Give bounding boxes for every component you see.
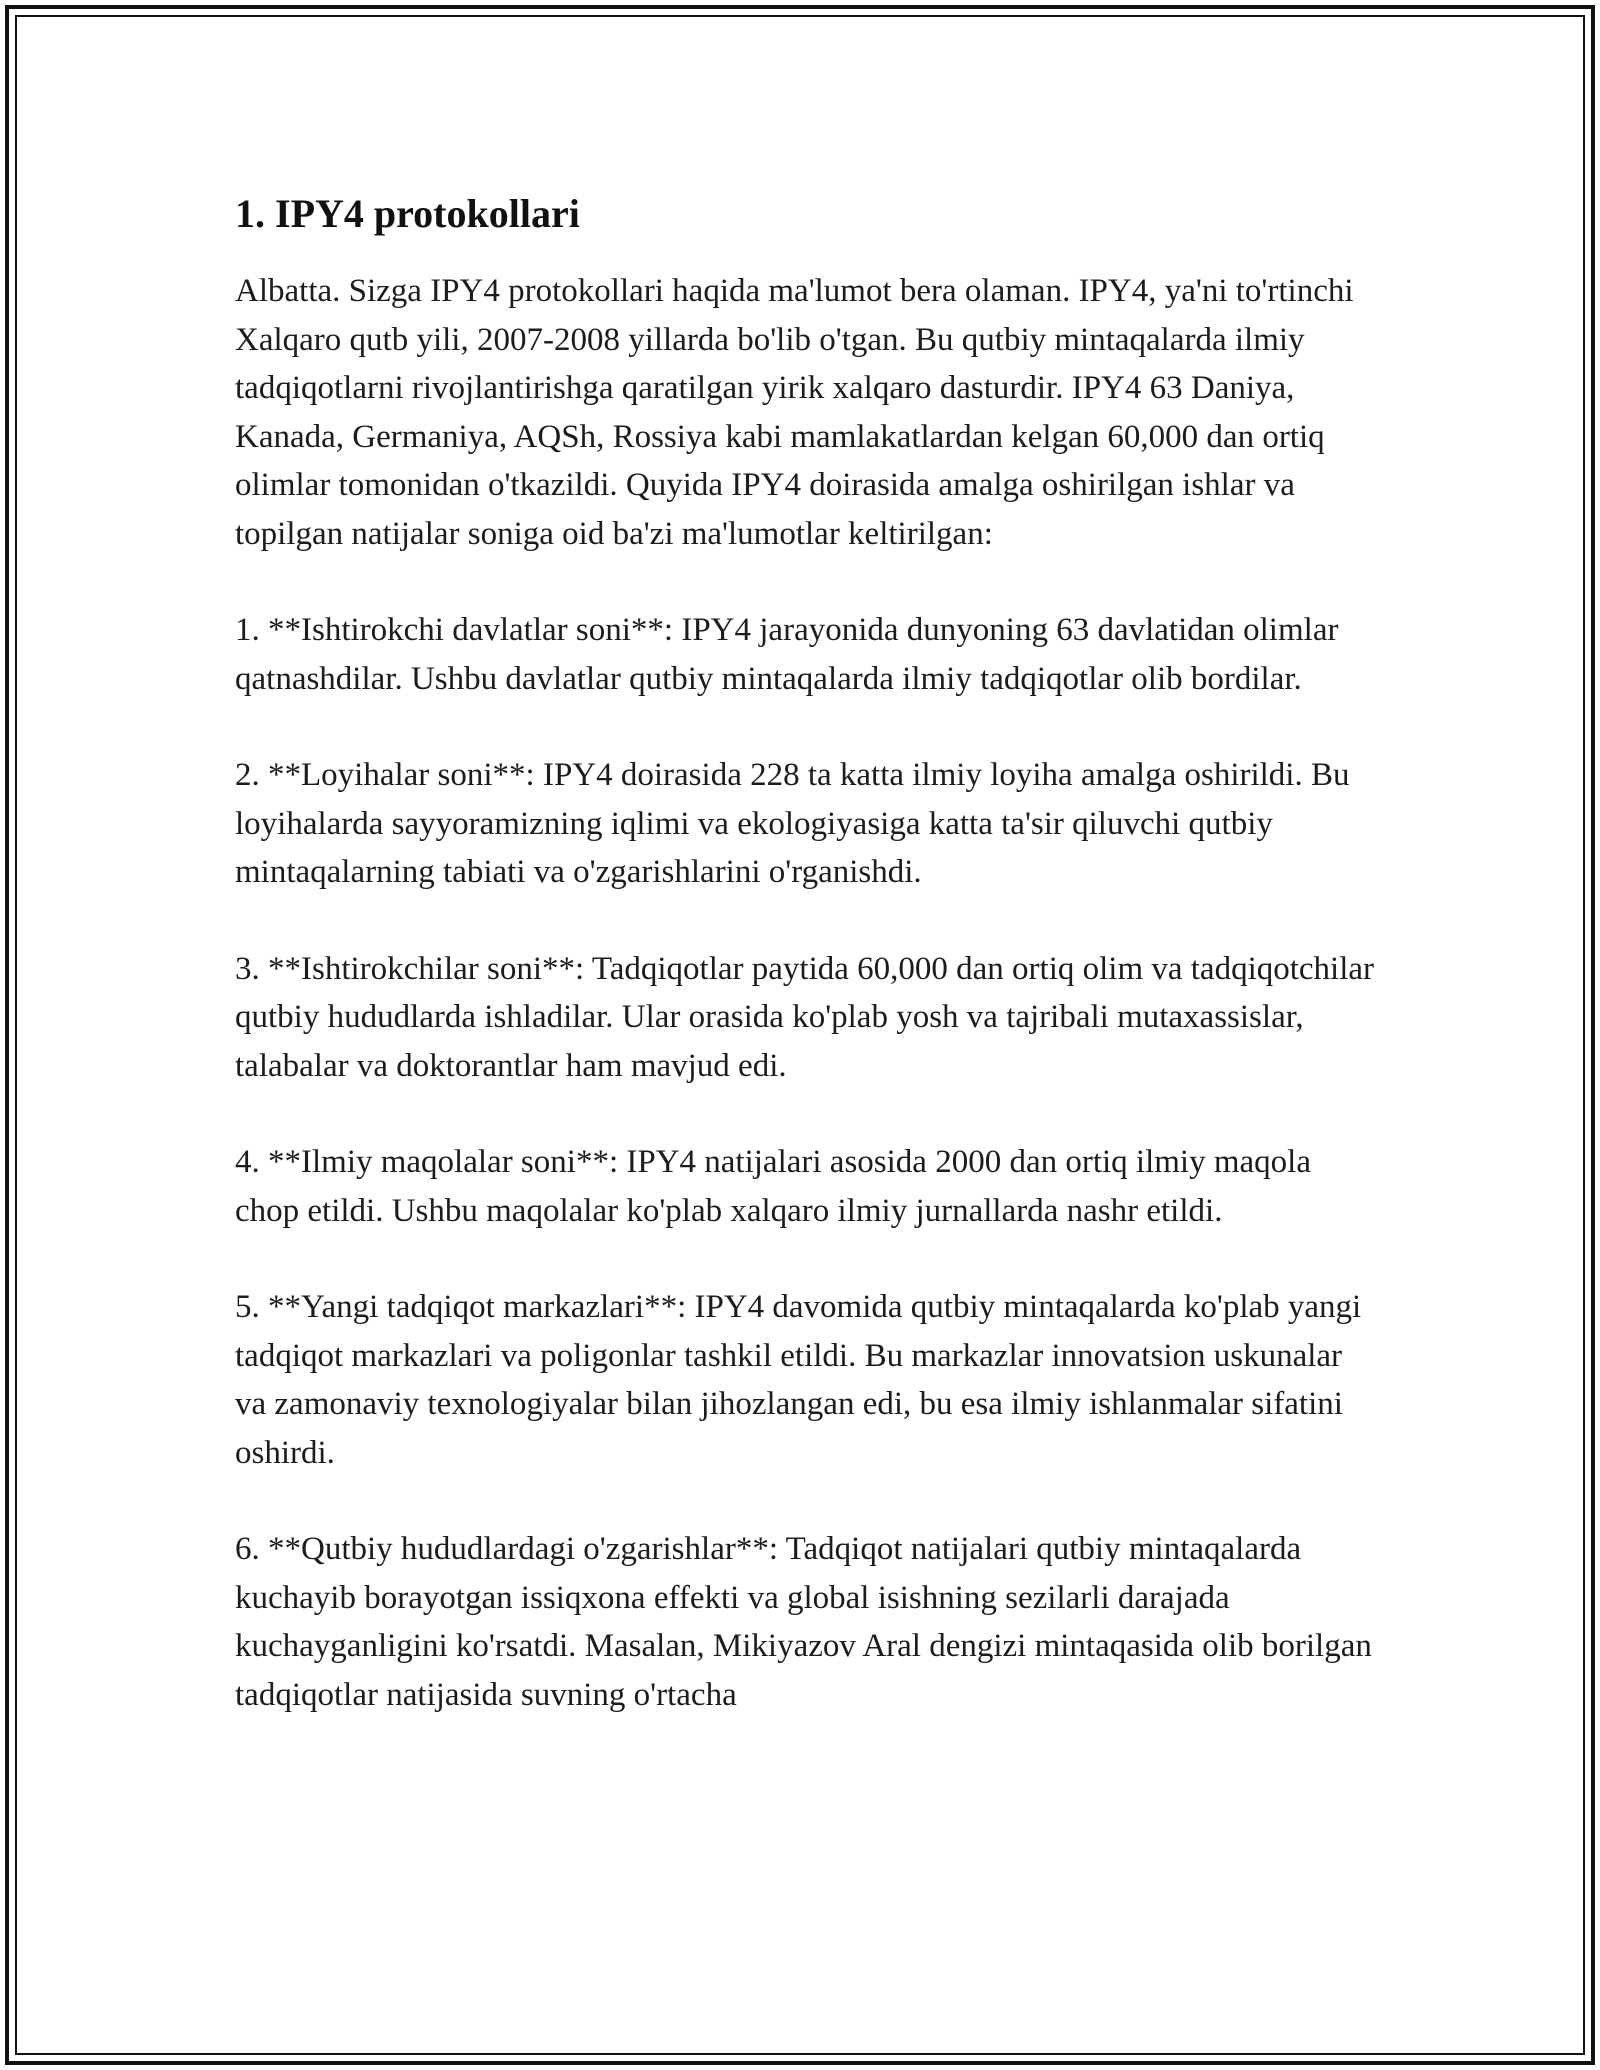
list-item-polar-changes: 6. **Qutbiy hududlardagi o'zgarishlar**: Tadqiqot natijalari qutbiy mintaqalarda kuchayib borayotgan issiqxona effekti va global isishning sezilarli darajada kuchayganligini ko'rsatdi. Masalan, Mikiyazov Aral dengizi mintaqasida olib borilgan tadqiqotlar natijasida suvning o'rtacha [235, 1531, 1381, 1713]
list-item-participants: 3. **Ishtirokchilar soni**: Tadqiqotlar paytida 60,000 dan ortiq olim va tadqiqotchilar qutbiy hududlarda ishladilar. Ular orasida ko'plab yosh va tajribali mutaxassislar, talabalar va doktorantlar ham mavjud edi. [235, 950, 1383, 1084]
list-item-projects: 2. **Loyihalar soni**: IPY4 doirasida 228 ta katta ilmiy loyiha amalga oshirildi. Bu loyihalarda sayyoramizning iqlimi va ekologiyasiga katta ta'sir qiluvchi qutbiy mintaqalarning tabiati va o'zgarishlarini o'rganishdi. [235, 757, 1358, 890]
list-item-research-centers: 5. **Yangi tadqiqot markazlari**: IPY4 davomida qutbiy mintaqalarda ko'plab yangi tadqiqot markazlari va poligonlar tashkil etildi. Bu markazlar innovatsion uskunalar va zamonaviy texnologiyalar bilan jihozlangan edi, bu esa ilmiy ishlanmalar sifatini oshirdi. [235, 1289, 1370, 1471]
list-item-participating-countries: 1. **Ishtirokchi davlatlar soni**: IPY4 jarayonida dunyoning 63 davlatidan olimlar qatnashdilar. Ushbu davlatlar qutbiy mintaqalarda ilmiy tadqiqotlar olib bordilar. [235, 612, 1347, 697]
document-body [235, 185, 1383, 1767]
intro-paragraph: Albatta. Sizga IPY4 protokollari haqida ma'lumot bera olaman. IPY4, ya'ni to'rtinchi Xalqaro qutb yili, 2007-2008 yillarda bo'lib o'tgan. Bu qutbiy mintaqalarda ilmiy tadqiqotlarni rivojlantirishga qaratilgan yirik xalqaro dasturdir. IPY4 63 Daniya, Kanada, Germaniya, AQSh, Rossiya kabi mamlakatlardan kelgan 60,000 dan ortiq olimlar tomonidan o'tkazildi. Quyida IPY4 doirasida amalga oshirilgan ishlar va topilgan natijalar soniga oid ba'zi ma'lumotlar keltirilgan: [235, 273, 1362, 552]
document-title: 1. IPY4 protokollari [235, 191, 580, 236]
list-item-scientific-articles: 4. **Ilmiy maqolalar soni**: IPY4 natijalari asosida 2000 dan ortiq ilmiy maqola chop etildi. Ushbu maqolalar ko'plab xalqaro ilmiy jurnallarda nashr etildi. [235, 1144, 1320, 1229]
